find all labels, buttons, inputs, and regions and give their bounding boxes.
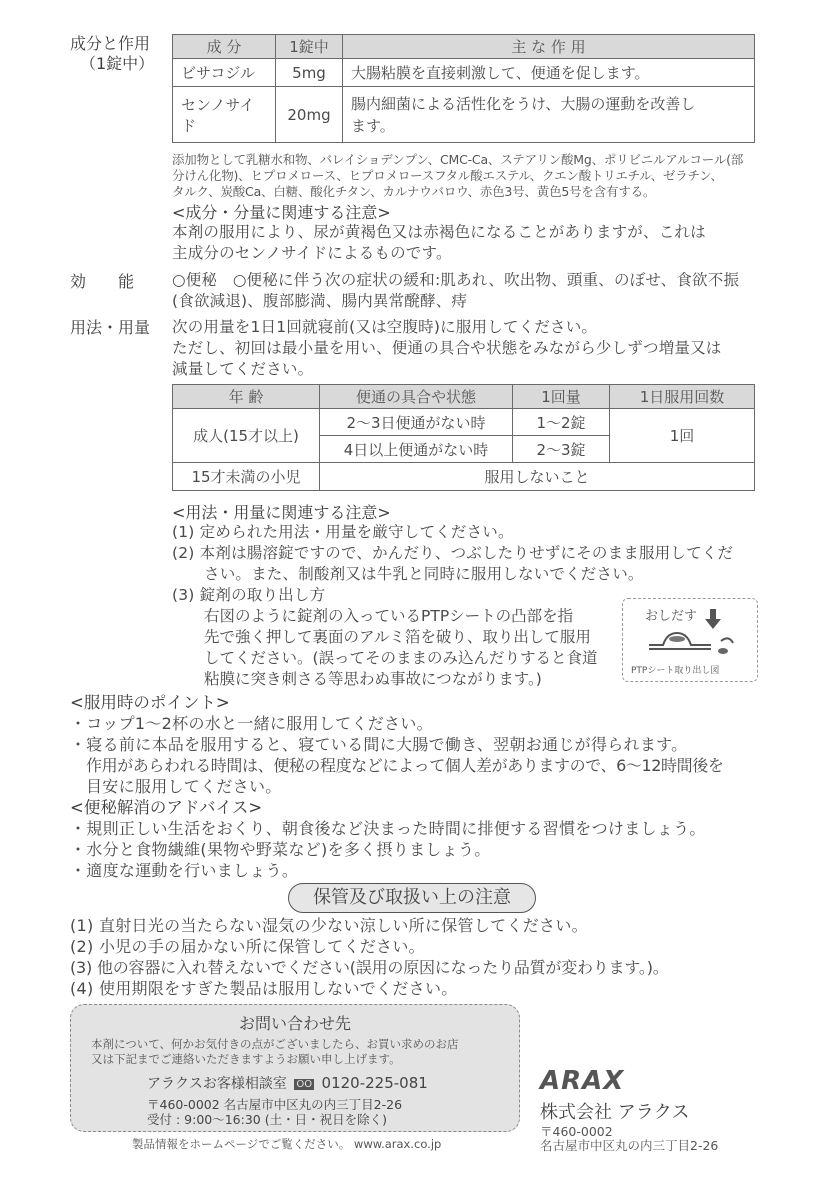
ingredient-header-action: 主 な 作 用 bbox=[343, 35, 755, 59]
ingredient-name: センノサイド bbox=[173, 87, 276, 143]
dosage-condition: 2～3日便通がない時 bbox=[320, 409, 513, 436]
table-row bbox=[173, 59, 755, 87]
caution-item: 右図のように錠剤の入っているPTPシートの凸部を指 bbox=[204, 607, 574, 625]
dosage-condition: 4日以上便通がない時 bbox=[320, 436, 513, 463]
press-arrow-icon bbox=[641, 607, 741, 657]
dosage-header-amount: 1回量 bbox=[513, 385, 610, 409]
list-item: ・水分と食物繊維(果物や野菜など)を多く摂りましょう。 bbox=[70, 840, 491, 859]
additives-text bbox=[172, 152, 762, 200]
advice-title: <便秘解消のアドバイス> bbox=[70, 798, 263, 817]
caution-item: してください。(誤ってそのままのみ込んだりすると食道 bbox=[204, 649, 598, 667]
ingredient-header-amount: 1錠中 bbox=[276, 35, 343, 59]
dosage-label: 用法・用量 bbox=[70, 318, 151, 337]
storage-list bbox=[70, 915, 770, 999]
caution-item: (1) 定められた用法・用量を厳守してください。 bbox=[172, 523, 514, 541]
caution-item: 先で強く押して裏面のアルミ箔を破り、取り出して服用 bbox=[204, 628, 591, 646]
ingredient-action-line: ます。 bbox=[351, 116, 395, 135]
ingredient-amount: 20mg bbox=[276, 87, 343, 143]
list-item: ・適度な運動を行いましょう。 bbox=[70, 861, 299, 880]
contact-line bbox=[147, 1073, 428, 1093]
ingredient-action bbox=[343, 87, 755, 143]
ptp-figure-label: おしだす bbox=[645, 609, 698, 624]
dosage-age-child: 15才未満の小児 bbox=[173, 463, 320, 491]
dosage-text bbox=[172, 317, 762, 380]
ptp-figure-caption: PTPシート取り出し図 bbox=[631, 666, 720, 676]
dosage-table bbox=[172, 384, 755, 491]
table-row bbox=[173, 87, 755, 143]
efficacy-line: ○便秘 ○便秘に伴う次の症状の緩和:肌あれ、吹出物、頭重、のぼせ、食欲不振 bbox=[172, 271, 740, 289]
dosage-age-adult: 成人(15才以上) bbox=[173, 409, 320, 463]
contact-text-line: 本剤について、何かお気付きの点がございましたら、お買い求めのお店 bbox=[91, 1037, 459, 1051]
dosage-amount: 1～2錠 bbox=[513, 409, 610, 436]
ingredient-header-name: 成 分 bbox=[173, 35, 276, 59]
ingredient-action: 大腸粘膜を直接刺激して、便通を促します。 bbox=[343, 59, 755, 87]
contact-address: 〒460-0002 名古屋市中区丸の内三丁目2-26 bbox=[147, 1097, 403, 1112]
dosage-header-condition: 便通の具合や状態 bbox=[320, 385, 513, 409]
contact-title: お問い合わせ先 bbox=[238, 1014, 351, 1033]
dosage-line: 減量してください。 bbox=[172, 360, 314, 378]
ptp-figure bbox=[622, 598, 758, 682]
list-item: 目安に服用してください。 bbox=[86, 777, 282, 796]
freedial-icon: OO bbox=[296, 1078, 313, 1090]
storage-title: 保管及び取扱い上の注意 bbox=[288, 883, 536, 913]
company-name: 株式会社 アラクス bbox=[540, 1102, 690, 1123]
ingredients-label: 成分と作用 bbox=[70, 34, 151, 53]
efficacy-text bbox=[172, 270, 762, 312]
contact-hours: 受付 : 9:00～16:30 (土・日・祝日を除く) bbox=[147, 1112, 387, 1127]
ingredient-action-line: 腸内細菌による活性化をうけ、大腸の運動を改善し bbox=[351, 94, 696, 113]
company-address: 名古屋市中区丸の内三丁目2-26 bbox=[540, 1138, 719, 1153]
contact-box bbox=[70, 1004, 520, 1132]
dosage-line: 次の用量を1日1回就寝前(又は空腹時)に服用してください。 bbox=[172, 318, 598, 336]
dosage-child-note: 服用しないこと bbox=[320, 463, 755, 491]
list-item: (4) 使用期限をすぎた製品は服用しないでください。 bbox=[70, 979, 458, 998]
additives-line: 分けん化物)、ヒプロメロース、ヒプロメロースフタル酸エステル、クエン酸トリエチル、ゼラチン、 bbox=[172, 168, 723, 183]
table-row bbox=[173, 463, 755, 491]
advice-list bbox=[70, 818, 770, 881]
points-title: <服用時のポイント> bbox=[70, 693, 230, 712]
efficacy-line: (食欲減退)、腹部膨満、腸内異常醗酵、痔 bbox=[172, 292, 468, 310]
caution-line: 主成分のセンノサイドによるものです。 bbox=[172, 244, 452, 262]
dosage-header-times: 1日服用回数 bbox=[610, 385, 755, 409]
dosage-times: 1回 bbox=[610, 409, 755, 463]
list-item: 作用があらわれる時間は、便秘の程度などによって個人差がありますので、6～12時間後を bbox=[86, 756, 724, 775]
contact-text-line: 又は下記までご連絡いただきますようお願い申し上げます。 bbox=[91, 1052, 401, 1066]
ingredient-amount: 5mg bbox=[276, 59, 343, 87]
caution-line: 本剤の服用により、尿が黄褐色又は赤褐色になることがありますが、これは bbox=[172, 223, 706, 241]
dosage-line: ただし、初回は最小量を用い、便通の具合や状態をみながら少しずつ増量又は bbox=[172, 339, 722, 357]
table-row bbox=[173, 409, 755, 436]
additives-line: タルク、炭酸Ca、白糖、酸化チタン、カルナウバロウ、赤色3号、黄色5号を含有する。 bbox=[172, 184, 656, 199]
dosage-caution-title: <用法・用量に関連する注意> bbox=[172, 503, 391, 522]
ingredient-name: ビサコジル bbox=[173, 59, 276, 87]
caution-item: 粘膜に突き刺さる等思わぬ事故につながります。) bbox=[204, 670, 542, 688]
caution-item: (3) 錠剤の取り出し方 bbox=[172, 586, 326, 604]
list-item: ・コップ1～2杯の水と一緒に服用してください。 bbox=[70, 714, 433, 733]
list-item: ・寝る前に本品を服用すると、寝ている間に大腸で働き、翌朝お通じが得られます。 bbox=[70, 735, 688, 754]
dosage-amount: 2～3錠 bbox=[513, 436, 610, 463]
ingredients-caution-title: <成分・分量に関連する注意> bbox=[172, 203, 391, 222]
website-note: 製品情報をホームページでご覧ください。 www.arax.co.jp bbox=[132, 1137, 442, 1151]
list-item: (1) 直射日光の当たらない湿気の少ない涼しい所に保管してください。 bbox=[70, 916, 588, 935]
contact-phone[interactable]: 0120-225-081 bbox=[321, 1074, 428, 1092]
contact-center: アラクスお客様相談室 bbox=[147, 1076, 287, 1092]
ingredients-table bbox=[172, 34, 755, 143]
additives-line: 添加物として乳糖水和物、バレイショデンプン、CMC-Ca、ステアリン酸Mg、ポリビニルアルコール(部 bbox=[172, 152, 744, 167]
ingredients-caution-text bbox=[172, 222, 762, 264]
caution-item: さい。また、制酸剤又は牛乳と同時に服用しないでください。 bbox=[204, 565, 644, 583]
dosage-header-age: 年 齢 bbox=[173, 385, 320, 409]
list-item: ・規則正しい生活をおくり、朝食後など決まった時間に排便する習慣をつけましょう。 bbox=[70, 819, 706, 838]
ingredients-sublabel: （1錠中） bbox=[80, 54, 155, 73]
company-postal: 〒460-0002 bbox=[540, 1124, 613, 1139]
points-list bbox=[70, 713, 770, 797]
list-item: (3) 他の容器に入れ替えないでください(誤用の原因になったり品質が変わります。)。 bbox=[70, 958, 669, 977]
efficacy-label: 効 能 bbox=[70, 272, 135, 291]
caution-item: (2) 本剤は腸溶錠ですので、かんだり、つぶしたりせずにそのまま服用してくだ bbox=[172, 544, 734, 562]
list-item: (2) 小児の手の届かない所に保管してください。 bbox=[70, 937, 425, 956]
company-logo: ARAX bbox=[540, 1066, 625, 1096]
